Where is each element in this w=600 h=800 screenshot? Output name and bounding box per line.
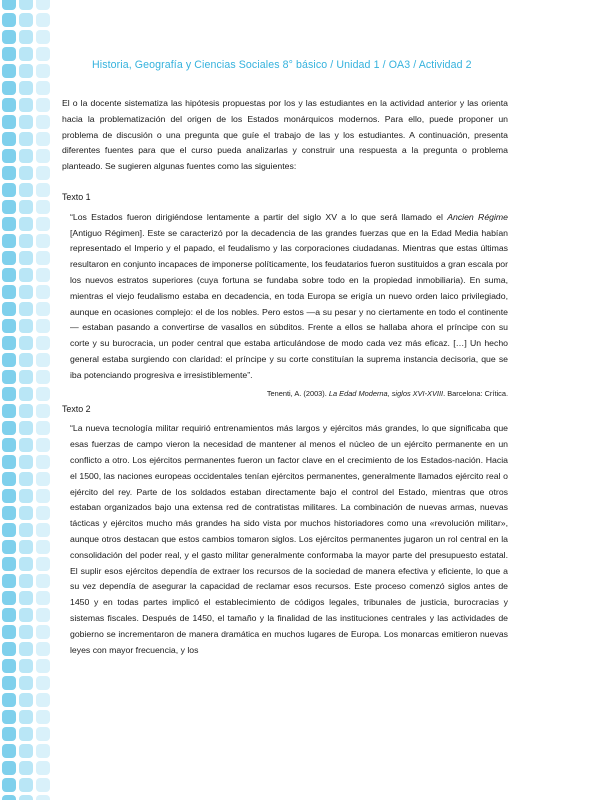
- border-tile: [2, 438, 16, 452]
- border-tile: [36, 370, 50, 384]
- border-tile: [2, 319, 16, 333]
- border-tile: [19, 285, 33, 299]
- border-tile: [2, 455, 16, 469]
- border-tile: [36, 353, 50, 367]
- border-tile: [36, 591, 50, 605]
- border-tile: [19, 761, 33, 775]
- border-tile: [19, 47, 33, 61]
- border-tile: [2, 370, 16, 384]
- border-tile: [19, 642, 33, 656]
- border-tile: [36, 234, 50, 248]
- border-tile: [19, 370, 33, 384]
- border-tile: [19, 13, 33, 27]
- texto-1-quote-rest: [Antiguo Régimen]. Este se caracterizó por la decadencia de las grandes fuerzas que en la Edad Media habían representado el Imperio y el papado, el feudalismo y las corporaciones ciudadanas. Mientras que estas últimas resultaron en conjunto incapaces de imponerse políticamente, los feudatarios fueron sustituidos a gran escala por los nuevos estratos superiores (cuya fortuna se fundaba sobre todo en la propiedad inmobiliaria). En suma, mientras el viejo feudalismo estaba en decadencia, en toda Europa se erigía un nuevo orden laico privilegiado, aunque en ocasiones complejo: el de los nobles. Pero estos —a su pesar y no ciertamente en todo el continente— estaban pasando a convertirse de vasallos en súbditos. Frente a ellos se hallaba ahora el príncipe con su corte y su burocracia, un poder central que estaba articulándose de modo cada vez más eficaz. […] Un hecho general estaba surgiendo con claridad: el príncipe y su corte constituían la suprema instancia decisoria, que se iba potenciando progresiva e irresistiblemente”.: [70, 227, 509, 380]
- texto-1-quote-start: “Los Estados fueron dirigiéndose lentamente a partir del siglo XV a lo que será llamado el: [70, 211, 448, 222]
- border-tile: [2, 778, 16, 792]
- border-tile: [19, 608, 33, 622]
- border-tile: [19, 183, 33, 197]
- border-tile: [2, 744, 16, 758]
- border-tile: [19, 98, 33, 112]
- border-tile: [2, 353, 16, 367]
- border-tile: [2, 523, 16, 537]
- border-tile: [2, 676, 16, 690]
- border-tile: [2, 200, 16, 214]
- texto-1-quote-italic: Ancien Régime: [447, 211, 508, 222]
- border-tile: [19, 336, 33, 350]
- texto-1-label: Texto 1: [62, 191, 91, 202]
- border-tile: [36, 540, 50, 554]
- border-tile: [2, 625, 16, 639]
- texto-1-citation: [62, 388, 508, 400]
- border-tile: [2, 81, 16, 95]
- border-tile: [19, 744, 33, 758]
- border-tile: [36, 676, 50, 690]
- border-tile: [19, 404, 33, 418]
- border-tile: [2, 421, 16, 435]
- border-tile: [19, 472, 33, 486]
- border-tile: [19, 421, 33, 435]
- border-tile: [19, 693, 33, 707]
- border-tile: [36, 421, 50, 435]
- border-tile: [19, 268, 33, 282]
- border-tile: [36, 13, 50, 27]
- border-tile: [36, 608, 50, 622]
- border-tile: [36, 778, 50, 792]
- border-tile: [36, 557, 50, 571]
- border-tile: [2, 693, 16, 707]
- border-tile: [19, 251, 33, 265]
- page-header: Historia, Geografía y Ciencias Sociales 8° básico / Unidad 1 / OA3 / Actividad 2: [92, 59, 472, 71]
- border-tile: [2, 64, 16, 78]
- border-tile: [36, 336, 50, 350]
- texto-2-quote: “La nueva tecnología militar requirió entrenamientos más largos y ejércitos más grandes, lo que significaba que esas fuerzas de campo vieron la necesidad de mantener al menos el núcleo de un ejército permanente en un conflicto a otro. Los ejércitos permanentes fueron un factor clave en el crecimiento de los Estados-nación. Hacia el 1500, las naciones europeas occidentales tenían ejércitos permanentes, generalmente llamados ejército real o ejército del rey. Parte de los soldados estaban directamente bajo el control del Estado, mientras que otros estaban organizados bajo una extensa red de contratistas militares. La combinación de nuevas armas, nuevas tácticas y ejércitos mucho más grandes ha sido vista por muchos historiadores como una «revolución militar», aunque otros destacan que estos cambios tomaron siglos. Los ejércitos permanentes jugaron un rol central en la consolidación del poder real, y el gasto militar generalmente conformaba la mayor parte del presupuesto estatal. El suplir esos ejércitos dependía de extraer los recursos de la sociedad de manera efectiva y eficiente, lo que a su vez dependía de asegurar la capacidad de reclamar esos recursos. Este proceso comenzó siglos antes de 1450 y en todas partes implicó el establecimiento de códigos legales, tribunales de justicia, burocracias y sistemas fiscales. Después de 1450, el tamaño y la finalidad de las instituciones centrales y las actividades de gobierno se incrementaron de manera dramática en muchos lugares de Europa. Los monarcas emitieron nuevas leyes con mayor frecuencia, y los: [70, 423, 508, 655]
- border-tile: [19, 574, 33, 588]
- border-tile: [19, 438, 33, 452]
- border-tile: [36, 217, 50, 231]
- border-tile: [36, 744, 50, 758]
- border-tile: [2, 217, 16, 231]
- border-tile: [2, 166, 16, 180]
- border-tile: [36, 0, 50, 10]
- border-tile: [2, 251, 16, 265]
- border-tile: [36, 727, 50, 741]
- border-tile: [36, 81, 50, 95]
- border-tile: [2, 285, 16, 299]
- border-tile: [2, 115, 16, 129]
- border-tile: [2, 642, 16, 656]
- border-tile: [36, 387, 50, 401]
- border-tile: [19, 727, 33, 741]
- border-tile: [36, 64, 50, 78]
- border-tile: [2, 557, 16, 571]
- border-tile: [36, 761, 50, 775]
- border-tile: [19, 710, 33, 724]
- border-tile: [2, 540, 16, 554]
- border-tile: [2, 234, 16, 248]
- document-body: [62, 96, 508, 658]
- border-tile: [36, 795, 50, 800]
- border-tile: [2, 13, 16, 27]
- border-tile: [2, 47, 16, 61]
- border-tile: [2, 727, 16, 741]
- citation-publisher: . Barcelona: Crítica.: [443, 388, 508, 398]
- border-tile: [36, 183, 50, 197]
- border-tile: [19, 557, 33, 571]
- border-tile: [36, 659, 50, 673]
- border-tile: [36, 302, 50, 316]
- border-tile: [36, 251, 50, 265]
- border-tile: [19, 795, 33, 800]
- border-tile: [2, 387, 16, 401]
- border-tile: [19, 319, 33, 333]
- border-tile: [36, 455, 50, 469]
- border-tile: [36, 149, 50, 163]
- intro-paragraph: El o la docente sistematiza las hipótesis propuestas por los y las estudiantes en la actividad anterior y las orienta hacia la problematización del origen de los Estados monárquicos modernos. Para ello, puede proponer un problema de discusión o una pregunta que guíe el trabajo de las y los estudiantes. A continuación, presenta diferentes fuentes para que el curso pueda analizarlas y construir una respuesta a la pregunta o problema planteado. Se sugieren algunas fuentes como las siguientes:: [62, 98, 508, 172]
- border-tile: [2, 795, 16, 800]
- border-tile: [2, 183, 16, 197]
- border-tile: [36, 268, 50, 282]
- border-tile: [2, 336, 16, 350]
- border-tile: [2, 268, 16, 282]
- border-tile: [19, 353, 33, 367]
- border-tile: [19, 591, 33, 605]
- border-tile: [19, 489, 33, 503]
- border-tile: [19, 676, 33, 690]
- citation-author: Tenenti, A. (2003).: [266, 388, 329, 398]
- border-tile: [36, 693, 50, 707]
- decorative-tile-border: [0, 0, 54, 800]
- border-tile: [36, 574, 50, 588]
- border-tile: [36, 523, 50, 537]
- border-tile: [19, 200, 33, 214]
- border-tile: [36, 506, 50, 520]
- border-tile: [36, 200, 50, 214]
- border-tile: [36, 166, 50, 180]
- border-tile: [36, 472, 50, 486]
- border-tile: [36, 625, 50, 639]
- border-tile: [2, 506, 16, 520]
- border-tile: [36, 115, 50, 129]
- border-tile: [19, 234, 33, 248]
- border-tile: [2, 710, 16, 724]
- border-tile: [2, 489, 16, 503]
- citation-title: La Edad Moderna, siglos XVI-XVIII: [328, 388, 444, 398]
- border-tile: [2, 149, 16, 163]
- border-tile: [2, 472, 16, 486]
- border-tile: [36, 30, 50, 44]
- border-tile: [36, 132, 50, 146]
- border-tile: [2, 574, 16, 588]
- border-tile: [36, 98, 50, 112]
- border-tile: [36, 285, 50, 299]
- border-tile: [19, 625, 33, 639]
- border-tile: [36, 47, 50, 61]
- border-tile: [19, 217, 33, 231]
- border-tile: [36, 642, 50, 656]
- border-tile: [19, 149, 33, 163]
- border-tile: [19, 30, 33, 44]
- border-tile: [2, 659, 16, 673]
- border-tile: [19, 506, 33, 520]
- border-tile: [36, 319, 50, 333]
- border-tile: [19, 659, 33, 673]
- border-tile: [19, 132, 33, 146]
- border-tile: [2, 302, 16, 316]
- border-tile: [2, 132, 16, 146]
- border-tile: [19, 81, 33, 95]
- border-tile: [36, 710, 50, 724]
- border-tile: [19, 387, 33, 401]
- border-tile: [19, 115, 33, 129]
- border-tile: [19, 778, 33, 792]
- border-tile: [19, 166, 33, 180]
- texto-1-quote: [70, 210, 508, 384]
- texto-2-label: Texto 2: [62, 403, 91, 414]
- border-tile: [19, 302, 33, 316]
- border-tile: [2, 761, 16, 775]
- border-tile: [36, 489, 50, 503]
- border-tile: [19, 64, 33, 78]
- border-tile: [36, 404, 50, 418]
- border-tile: [2, 608, 16, 622]
- border-tile: [2, 98, 16, 112]
- border-tile: [19, 455, 33, 469]
- border-tile: [2, 404, 16, 418]
- border-tile: [19, 0, 33, 10]
- border-tile: [19, 540, 33, 554]
- border-tile: [36, 438, 50, 452]
- border-tile: [2, 591, 16, 605]
- border-tile: [19, 523, 33, 537]
- border-tile: [2, 0, 16, 10]
- border-tile: [2, 30, 16, 44]
